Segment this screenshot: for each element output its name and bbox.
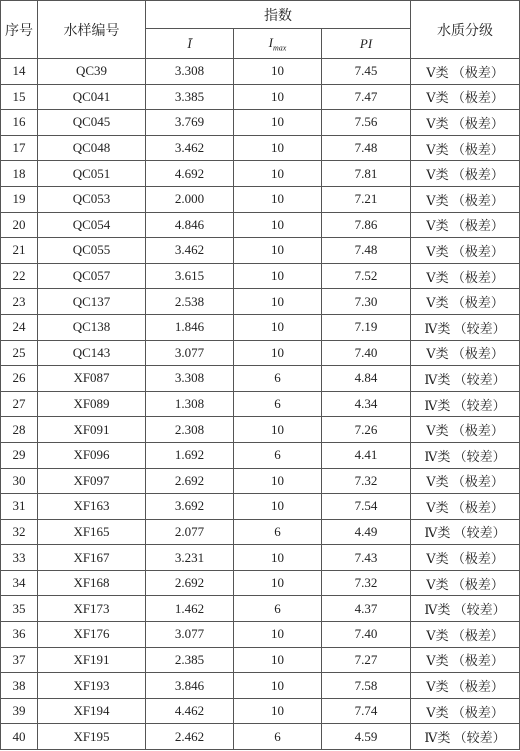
- table-row: [1, 442, 520, 468]
- header-index-group: 指数: [146, 1, 411, 29]
- row-seq-cell: 14: [1, 59, 38, 85]
- row-seq-cell: 30: [1, 468, 38, 494]
- table-row: [1, 622, 520, 648]
- row-pi-cell: 7.58: [322, 673, 411, 699]
- row-i-max-cell: 10: [234, 135, 322, 161]
- row-sample-id-cell: QC045: [38, 110, 146, 136]
- row-pi-cell: 7.32: [322, 570, 411, 596]
- header-pi: PI: [322, 29, 411, 59]
- table-row: [1, 289, 520, 315]
- row-i-bar-cell: 2.692: [146, 468, 234, 494]
- row-sample-id-cell: QC041: [38, 84, 146, 110]
- row-seq-cell: 36: [1, 622, 38, 648]
- table-row: [1, 468, 520, 494]
- row-grade-cell: Ⅴ类 （极差）: [411, 135, 520, 161]
- row-grade-cell: Ⅳ类 （较差）: [411, 596, 520, 622]
- row-seq-cell: 29: [1, 442, 38, 468]
- row-pi-cell: 4.37: [322, 596, 411, 622]
- row-i-bar-cell: 3.615: [146, 263, 234, 289]
- row-grade-cell: Ⅴ类 （极差）: [411, 673, 520, 699]
- row-i-max-cell: 6: [234, 724, 322, 750]
- row-sample-id-cell: QC137: [38, 289, 146, 315]
- row-sample-id-cell: QC053: [38, 186, 146, 212]
- row-i-max-cell: 10: [234, 340, 322, 366]
- row-grade-cell: Ⅴ类 （极差）: [411, 186, 520, 212]
- table-row: [1, 596, 520, 622]
- row-sample-id-cell: XF191: [38, 647, 146, 673]
- row-seq-cell: 17: [1, 135, 38, 161]
- row-i-bar-cell: 3.769: [146, 110, 234, 136]
- table-row: [1, 724, 520, 750]
- row-seq-cell: 23: [1, 289, 38, 315]
- table-row: [1, 570, 520, 596]
- row-i-bar-cell: 2.077: [146, 519, 234, 545]
- table-row: [1, 314, 520, 340]
- row-i-bar-cell: 3.692: [146, 494, 234, 520]
- row-pi-cell: 4.84: [322, 366, 411, 392]
- row-i-max-cell: 10: [234, 212, 322, 238]
- row-grade-cell: Ⅴ类 （极差）: [411, 110, 520, 136]
- row-pi-cell: 7.47: [322, 84, 411, 110]
- row-pi-cell: 7.86: [322, 212, 411, 238]
- row-pi-cell: 7.40: [322, 340, 411, 366]
- table-row: [1, 212, 520, 238]
- row-i-max-cell: 10: [234, 186, 322, 212]
- table-body: [1, 59, 520, 750]
- row-i-bar-cell: 2.385: [146, 647, 234, 673]
- row-sample-id-cell: QC057: [38, 263, 146, 289]
- row-grade-cell: Ⅴ类 （极差）: [411, 289, 520, 315]
- row-seq-cell: 18: [1, 161, 38, 187]
- row-i-max-cell: 10: [234, 238, 322, 264]
- row-i-max-cell: 10: [234, 494, 322, 520]
- header-sample-id: 水样编号: [38, 1, 146, 59]
- row-seq-cell: 28: [1, 417, 38, 443]
- row-pi-cell: 7.21: [322, 186, 411, 212]
- row-grade-cell: Ⅴ类 （极差）: [411, 212, 520, 238]
- row-grade-cell: Ⅳ类 （较差）: [411, 314, 520, 340]
- row-pi-cell: 7.56: [322, 110, 411, 136]
- row-i-max-cell: 6: [234, 596, 322, 622]
- row-pi-cell: 7.48: [322, 238, 411, 264]
- table-row: [1, 366, 520, 392]
- row-i-max-cell: 10: [234, 673, 322, 699]
- row-sample-id-cell: XF168: [38, 570, 146, 596]
- row-sample-id-cell: XF193: [38, 673, 146, 699]
- row-i-bar-cell: 1.692: [146, 442, 234, 468]
- row-seq-cell: 31: [1, 494, 38, 520]
- header-seq: 序号: [1, 1, 38, 59]
- row-sample-id-cell: XF176: [38, 622, 146, 648]
- table-row: [1, 186, 520, 212]
- table-row: [1, 110, 520, 136]
- table-row: [1, 647, 520, 673]
- row-sample-id-cell: QC39: [38, 59, 146, 85]
- table-row: [1, 135, 520, 161]
- row-sample-id-cell: XF173: [38, 596, 146, 622]
- row-sample-id-cell: XF194: [38, 698, 146, 724]
- row-grade-cell: Ⅴ类 （极差）: [411, 263, 520, 289]
- row-grade-cell: Ⅴ类 （极差）: [411, 647, 520, 673]
- row-i-bar-cell: 3.308: [146, 59, 234, 85]
- table-row: [1, 161, 520, 187]
- row-pi-cell: 7.81: [322, 161, 411, 187]
- row-i-bar-cell: 3.385: [146, 84, 234, 110]
- row-grade-cell: Ⅳ类 （较差）: [411, 366, 520, 392]
- row-sample-id-cell: XF091: [38, 417, 146, 443]
- row-sample-id-cell: QC048: [38, 135, 146, 161]
- row-i-max-cell: 10: [234, 647, 322, 673]
- row-seq-cell: 19: [1, 186, 38, 212]
- table-row: [1, 417, 520, 443]
- row-sample-id-cell: QC054: [38, 212, 146, 238]
- row-grade-cell: Ⅴ类 （极差）: [411, 468, 520, 494]
- row-seq-cell: 38: [1, 673, 38, 699]
- row-pi-cell: 7.26: [322, 417, 411, 443]
- row-i-max-cell: 10: [234, 110, 322, 136]
- row-i-max-cell: 10: [234, 622, 322, 648]
- row-pi-cell: 4.59: [322, 724, 411, 750]
- row-sample-id-cell: XF087: [38, 366, 146, 392]
- header-grade: 水质分级: [411, 1, 520, 59]
- row-i-max-cell: 10: [234, 417, 322, 443]
- row-seq-cell: 27: [1, 391, 38, 417]
- row-pi-cell: 7.40: [322, 622, 411, 648]
- row-i-max-cell: 10: [234, 570, 322, 596]
- row-seq-cell: 16: [1, 110, 38, 136]
- table-row: [1, 59, 520, 85]
- row-i-max-cell: 10: [234, 84, 322, 110]
- row-grade-cell: Ⅳ类 （较差）: [411, 391, 520, 417]
- row-seq-cell: 34: [1, 570, 38, 596]
- row-i-bar-cell: 2.000: [146, 186, 234, 212]
- row-grade-cell: Ⅴ类 （极差）: [411, 494, 520, 520]
- table-row: [1, 238, 520, 264]
- row-grade-cell: Ⅳ类 （较差）: [411, 519, 520, 545]
- row-i-bar-cell: 1.846: [146, 314, 234, 340]
- row-grade-cell: Ⅴ类 （极差）: [411, 238, 520, 264]
- table-row: [1, 698, 520, 724]
- row-i-bar-cell: 2.462: [146, 724, 234, 750]
- row-seq-cell: 24: [1, 314, 38, 340]
- row-sample-id-cell: XF097: [38, 468, 146, 494]
- table-row: [1, 263, 520, 289]
- table-row: [1, 494, 520, 520]
- header-i-max: [234, 29, 322, 59]
- row-sample-id-cell: XF096: [38, 442, 146, 468]
- row-i-bar-cell: 2.308: [146, 417, 234, 443]
- row-pi-cell: 7.19: [322, 314, 411, 340]
- row-i-max-cell: 10: [234, 545, 322, 571]
- row-pi-cell: 7.32: [322, 468, 411, 494]
- row-pi-cell: 7.54: [322, 494, 411, 520]
- row-i-max-cell: 10: [234, 314, 322, 340]
- row-sample-id-cell: XF163: [38, 494, 146, 520]
- row-grade-cell: Ⅴ类 （极差）: [411, 698, 520, 724]
- table-row: [1, 391, 520, 417]
- row-pi-cell: 4.41: [322, 442, 411, 468]
- row-pi-cell: 7.45: [322, 59, 411, 85]
- row-sample-id-cell: XF165: [38, 519, 146, 545]
- row-seq-cell: 20: [1, 212, 38, 238]
- row-i-bar-cell: 3.077: [146, 622, 234, 648]
- row-seq-cell: 39: [1, 698, 38, 724]
- row-pi-cell: 7.43: [322, 545, 411, 571]
- row-sample-id-cell: QC051: [38, 161, 146, 187]
- row-i-max-cell: 6: [234, 391, 322, 417]
- table-row: [1, 519, 520, 545]
- row-sample-id-cell: QC055: [38, 238, 146, 264]
- row-seq-cell: 40: [1, 724, 38, 750]
- row-i-max-cell: 6: [234, 519, 322, 545]
- row-i-max-cell: 10: [234, 263, 322, 289]
- row-grade-cell: Ⅴ类 （极差）: [411, 161, 520, 187]
- row-pi-cell: 7.74: [322, 698, 411, 724]
- row-grade-cell: Ⅴ类 （极差）: [411, 84, 520, 110]
- row-i-bar-cell: 4.692: [146, 161, 234, 187]
- row-grade-cell: Ⅳ类 （较差）: [411, 442, 520, 468]
- row-seq-cell: 21: [1, 238, 38, 264]
- table-row: [1, 545, 520, 571]
- header-i-max-base: I: [268, 34, 273, 50]
- table-row: [1, 84, 520, 110]
- row-grade-cell: Ⅴ类 （极差）: [411, 570, 520, 596]
- row-i-bar-cell: 1.462: [146, 596, 234, 622]
- row-seq-cell: 26: [1, 366, 38, 392]
- row-sample-id-cell: XF195: [38, 724, 146, 750]
- row-seq-cell: 37: [1, 647, 38, 673]
- row-i-bar-cell: 4.462: [146, 698, 234, 724]
- row-i-max-cell: 10: [234, 59, 322, 85]
- row-i-max-cell: 6: [234, 442, 322, 468]
- row-grade-cell: Ⅴ类 （极差）: [411, 545, 520, 571]
- row-seq-cell: 22: [1, 263, 38, 289]
- table-row: [1, 340, 520, 366]
- row-pi-cell: 4.34: [322, 391, 411, 417]
- header-i-bar: Ī: [146, 29, 234, 59]
- row-i-bar-cell: 3.231: [146, 545, 234, 571]
- row-sample-id-cell: QC138: [38, 314, 146, 340]
- row-seq-cell: 35: [1, 596, 38, 622]
- row-i-bar-cell: 3.308: [146, 366, 234, 392]
- header-i-max-sub: max: [273, 43, 287, 53]
- row-seq-cell: 25: [1, 340, 38, 366]
- row-sample-id-cell: XF167: [38, 545, 146, 571]
- row-seq-cell: 32: [1, 519, 38, 545]
- row-pi-cell: 7.52: [322, 263, 411, 289]
- row-i-bar-cell: 1.308: [146, 391, 234, 417]
- row-i-max-cell: 10: [234, 289, 322, 315]
- row-i-max-cell: 10: [234, 698, 322, 724]
- row-pi-cell: 7.48: [322, 135, 411, 161]
- row-seq-cell: 33: [1, 545, 38, 571]
- row-i-bar-cell: 3.077: [146, 340, 234, 366]
- row-i-bar-cell: 2.538: [146, 289, 234, 315]
- row-seq-cell: 15: [1, 84, 38, 110]
- row-i-max-cell: 10: [234, 161, 322, 187]
- row-i-max-cell: 6: [234, 366, 322, 392]
- row-i-max-cell: 10: [234, 468, 322, 494]
- row-grade-cell: Ⅴ类 （极差）: [411, 622, 520, 648]
- row-pi-cell: 7.27: [322, 647, 411, 673]
- row-i-bar-cell: 3.462: [146, 135, 234, 161]
- row-i-bar-cell: 2.692: [146, 570, 234, 596]
- row-grade-cell: Ⅴ类 （极差）: [411, 59, 520, 85]
- row-i-bar-cell: 4.846: [146, 212, 234, 238]
- row-pi-cell: 7.30: [322, 289, 411, 315]
- row-sample-id-cell: XF089: [38, 391, 146, 417]
- row-sample-id-cell: QC143: [38, 340, 146, 366]
- row-pi-cell: 4.49: [322, 519, 411, 545]
- row-i-bar-cell: 3.462: [146, 238, 234, 264]
- row-i-bar-cell: 3.846: [146, 673, 234, 699]
- row-grade-cell: Ⅳ类 （较差）: [411, 724, 520, 750]
- table-row: [1, 673, 520, 699]
- row-grade-cell: Ⅴ类 （极差）: [411, 417, 520, 443]
- row-grade-cell: Ⅴ类 （极差）: [411, 340, 520, 366]
